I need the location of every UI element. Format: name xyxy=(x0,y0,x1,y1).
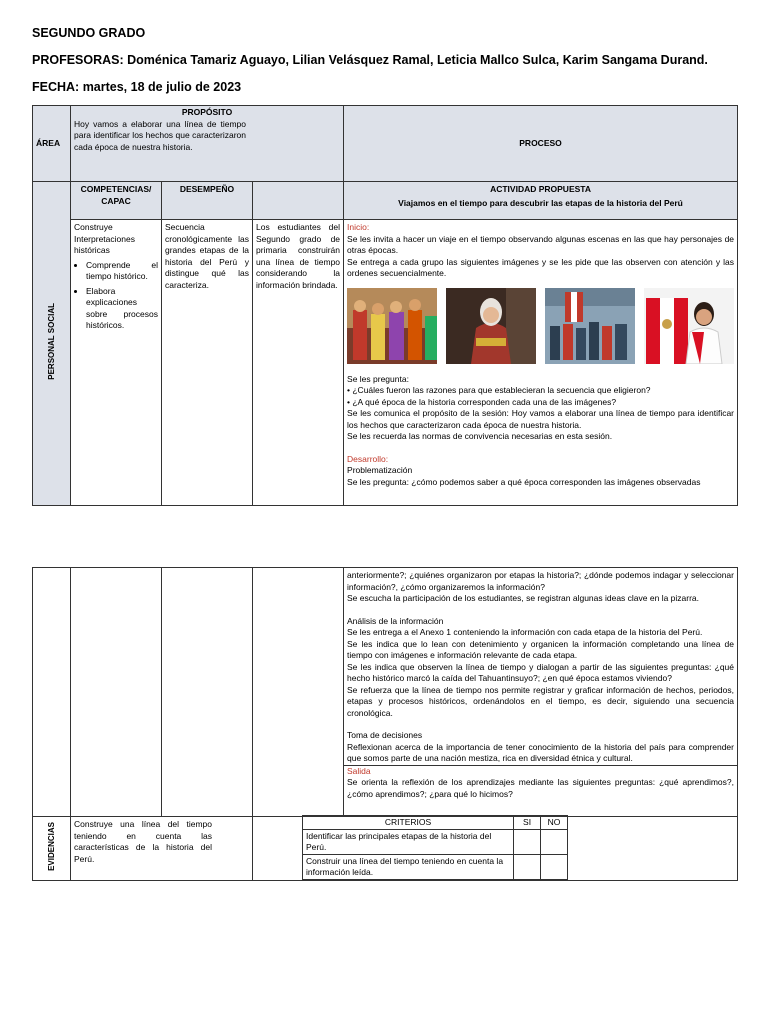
proceso-cell xyxy=(344,220,738,506)
pregunta-intro: Se les pregunta: xyxy=(347,373,409,384)
problematizacion-text-2: anteriormente?; ¿quiénes organizaron por etapas la historia?; ¿dónde podemos indagar y seleccionar información?, ¿cómo organizaremos la información? xyxy=(347,570,734,592)
area-name-cell xyxy=(33,182,71,506)
normas-text: Se les recuerda las normas de convivencia necesarias en esta sesión. xyxy=(347,431,613,441)
competencias-header: COMPETENCIAS/ CAPAC xyxy=(71,182,162,220)
analisis-1: Se les entrega a el Anexo 1 conteniendo la información con cada etapa de la historia del Perú. xyxy=(347,627,703,637)
president-image xyxy=(644,288,734,364)
teachers-heading: PROFESORAS: Doménica Tamariz Aguayo, Lilian Velásquez Ramal, Leticia Mallco Sulca, Karim Sangama Durand. xyxy=(32,53,708,67)
competencia-cell xyxy=(71,220,162,506)
proposito-text: Hoy vamos a elaborar una línea de tiempo para identificar los hechos que caracterizaron cada época de nuestra historia. xyxy=(74,118,246,152)
desempeno-header: DESEMPEÑO xyxy=(162,182,253,220)
evidencias-text: Construye una línea del tiempo teniendo en cuenta las características de la historia del Perú. xyxy=(71,817,253,881)
proposito-title: PROPÓSITO xyxy=(181,107,233,117)
evidencias-label: EVIDENCIAS xyxy=(46,822,56,872)
situacion-text: Los estudiantes del Segundo grado de primaria construirán una línea de tiempo considerando la información brindada. xyxy=(253,220,344,506)
situacion-gray xyxy=(253,182,344,220)
salida-text: Se orienta la reflexión de los aprendizajes mediante las siguientes preguntas: ¿qué aprendimos?, ¿cómo aprendimos?; ¿para qué lo hicimos? xyxy=(347,777,734,799)
independence-image xyxy=(545,288,635,364)
analisis-2: Se les indica que lo lean con detenimiento y organicen la información completando una línea de tiempo con imágenes e información relevante de cada etapa. xyxy=(347,638,734,660)
problematizacion-label: Problematización xyxy=(347,465,413,475)
si-header: SI xyxy=(514,816,541,830)
criterio-1: Identificar las principales etapas de la historia del Perú. xyxy=(303,830,514,855)
grade-heading: SEGUNDO GRADO xyxy=(32,26,146,40)
viceroy-image xyxy=(446,288,536,364)
salida-label: Salida xyxy=(344,765,737,778)
area-name: PERSONAL SOCIAL xyxy=(46,303,56,381)
proceso-header: PROCESO xyxy=(344,106,738,182)
inicio-label: Inicio: xyxy=(347,222,370,232)
date-heading: FECHA: martes, 18 de julio de 2023 xyxy=(32,80,242,94)
area-header: ÁREA xyxy=(33,106,71,182)
pregunta-2: • ¿A qué época de la historia corresponden cada una de las imágenes? xyxy=(347,396,617,407)
desempeno-text: Secuencia cronológicamente las grandes etapas de la historia del Perú y distingue qué las caracteriza. xyxy=(162,220,253,506)
actividad-header xyxy=(344,182,738,220)
situacion-empty xyxy=(253,568,344,817)
session-table xyxy=(32,105,738,506)
analisis-label: Análisis de la información xyxy=(347,615,444,626)
capacidad-2: • Elabora explicaciones sobre procesos históricos. xyxy=(86,286,158,332)
actividad-title: ACTIVIDAD PROPUESTA xyxy=(490,184,591,194)
problematizacion-text-1: Se les pregunta: ¿cómo podemos saber a qué época corresponden las imágenes observadas xyxy=(347,476,701,487)
capacidad-1: • Comprende el tiempo histórico. xyxy=(86,260,158,283)
competencia-text: Construye Interpretaciones históricas xyxy=(74,222,135,255)
pregunta-1: • ¿Cuáles fueron las razones para que establecieran la secuencia que eligieron? xyxy=(347,385,651,395)
criteria-table xyxy=(302,815,568,880)
criterio-1-si xyxy=(514,830,541,855)
inicio-p2: Se entrega a cada grupo las siguientes imágenes y se les pide que las observen con atención y las ordenes secuencialmente. xyxy=(347,256,735,278)
inicio-p1: Se les invita a hacer un viaje en el tiempo observando algunas escenas en las que hay personajes de otras épocas. xyxy=(347,233,735,255)
inca-image xyxy=(347,288,437,364)
analisis-4: Se refuerza que la línea de tiempo nos permite registrar y graficar información de hechos, periodos, etapas y procesos históricos, ordenándolos en el tiempo, es decir, siguiendo una secuencia cronológica. xyxy=(347,684,734,718)
proceso-continued xyxy=(344,568,738,817)
criterio-2-si xyxy=(514,855,541,880)
criterios-header: CRITERIOS xyxy=(303,816,514,830)
area-empty xyxy=(33,568,71,817)
toma-label: Toma de decisiones xyxy=(347,730,423,740)
desarrollo-label: Desarrollo: xyxy=(347,453,389,464)
comp-empty xyxy=(71,568,253,817)
evidencias-label-cell xyxy=(33,817,71,881)
criterio-2-no xyxy=(541,855,568,880)
escucha-text: Se escucha la participación de los estudiantes, se registran algunas ideas clave en la pizarra. xyxy=(347,593,700,603)
actividad-name: Viajamos en el tiempo para descubrir las etapas de la historia del Perú xyxy=(398,197,683,208)
history-images xyxy=(347,288,734,364)
proposito-cell xyxy=(71,106,344,182)
proposito-comunica: Se les comunica el propósito de la sesión: Hoy vamos a elaborar una línea de tiempo para identificar los hechos que caracterizaron cada época de nuestra historia. xyxy=(347,408,735,430)
toma-text: Reflexionan acerca de la importancia de tener conocimiento de la historia del país para comprender que somos parte de una nación mestiza, rica en diversidad étnica y cultural. xyxy=(347,741,734,763)
no-header: NO xyxy=(541,816,568,830)
criterio-2: Construir una línea del tiempo teniendo en cuenta la información leída. xyxy=(303,855,514,880)
analisis-3: Se les indica que observen la línea de tiempo y dialogan a partir de las siguientes preguntas: ¿qué hecho histórico marcó la caída del Tahuantinsuyo?; ¿en qué época estamos viviendo? xyxy=(347,661,734,683)
criterio-1-no xyxy=(541,830,568,855)
